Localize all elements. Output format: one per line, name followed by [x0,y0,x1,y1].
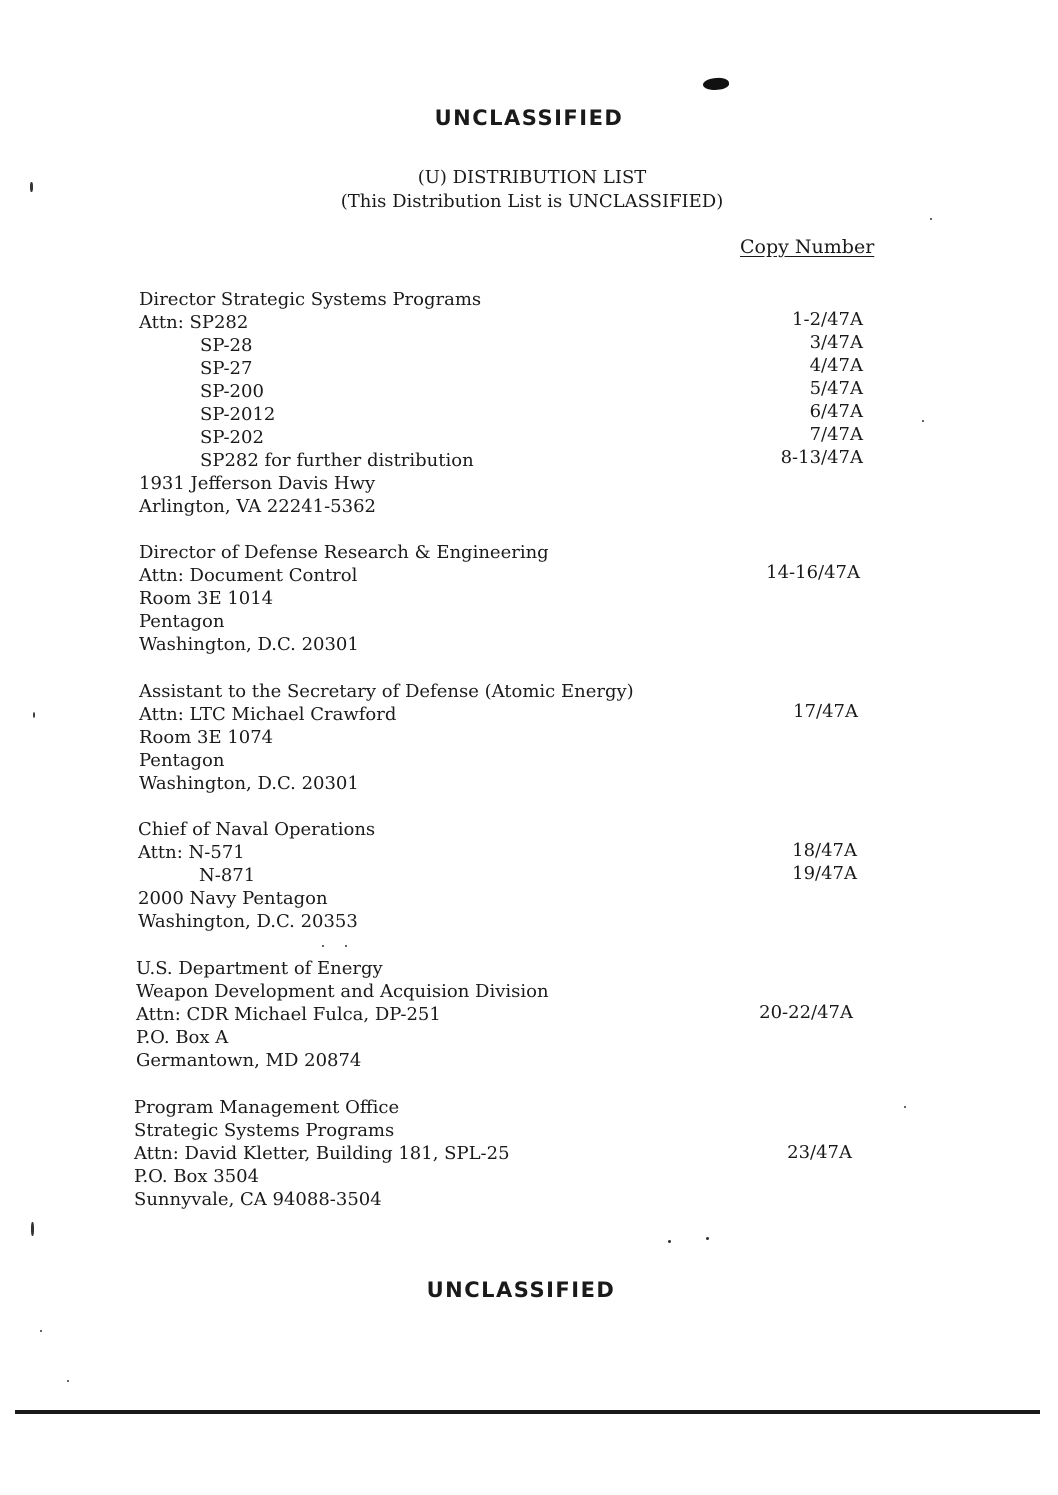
ink-blot [702,76,729,92]
entry-line: Washington, D.C. 20301 [139,634,359,655]
entry-line: N-871 [199,865,256,886]
copy-number: 18/47A [792,840,857,861]
entry-line: SP-27 [200,358,253,379]
copy-number: 7/47A [809,424,863,445]
entry-line: Washington, D.C. 20301 [139,773,359,794]
entry-line: SP-202 [200,427,264,448]
scan-speck [33,712,35,718]
copy-number: 8-13/47A [780,447,863,468]
entry-line: P.O. Box A [136,1027,229,1048]
entry-line: Attn: Document Control [139,565,358,586]
copy-number: 17/47A [793,701,858,722]
scan-speck [930,218,932,220]
entry-line: Attn: LTC Michael Crawford [139,704,397,725]
distribution-list-title: (U) DISTRIBUTION LIST [417,167,647,188]
entry-line: 1931 Jefferson Davis Hwy [139,473,376,494]
copy-number: 4/47A [809,355,863,376]
copy-number: 14-16/47A [766,562,860,583]
entry-line: 2000 Navy Pentagon [138,888,328,909]
entry-line: Pentagon [139,750,225,771]
entry-line: Room 3E 1074 [139,727,274,748]
entry-line: SP282 for further distribution [200,450,474,471]
classification-marking-top: UNCLASSIFIED [434,106,624,130]
entry-line: Attn: David Kletter, Building 181, SPL-25 [134,1143,510,1164]
entry-line: Washington, D.C. 20353 [138,911,358,932]
entry-line: Weapon Development and Acquision Division [136,981,549,1002]
entry-line: Director of Defense Research & Engineering [139,542,549,563]
copy-number: 20-22/47A [759,1002,853,1023]
scan-speck [40,1330,42,1332]
entry-line: Germantown, MD 20874 [136,1050,362,1071]
copy-number-header: Copy Number [740,236,875,258]
entry-line: Room 3E 1014 [139,588,274,609]
scan-speck [322,945,324,947]
entry-line: Pentagon [139,611,225,632]
copy-number: 19/47A [792,863,857,884]
entry-line: Arlington, VA 22241-5362 [139,496,376,517]
entry-line: Director Strategic Systems Programs [139,289,482,310]
entry-line: U.S. Department of Energy [136,958,383,979]
scan-speck [706,1237,709,1240]
copy-number: 23/47A [787,1142,852,1163]
copy-number: 1-2/47A [792,309,863,330]
entry-line: SP-2012 [200,404,276,425]
entry-line: Attn: CDR Michael Fulca, DP-251 [136,1004,441,1025]
scan-speck [30,182,33,192]
copy-number: 5/47A [809,378,863,399]
entry-line: Attn: SP282 [139,312,249,333]
entry-line: P.O. Box 3504 [134,1166,260,1187]
classification-marking-bottom: UNCLASSIFIED [426,1278,616,1302]
entry-line: Assistant to the Secretary of Defense (Atomic Energy) [139,681,634,702]
scan-speck [668,1240,671,1243]
scan-speck [904,1106,906,1108]
copy-number: 3/47A [809,332,863,353]
scan-speck [345,945,347,947]
entry-line: Chief of Naval Operations [138,819,376,840]
scan-speck [922,420,924,422]
entry-line: Attn: N-571 [138,842,245,863]
entry-line: SP-28 [200,335,253,356]
scan-speck [31,1222,34,1236]
distribution-list-subtitle: (This Distribution List is UNCLASSIFIED) [340,191,724,212]
entry-line: SP-200 [200,381,264,402]
page-bottom-rule [15,1410,1040,1414]
entry-line: Strategic Systems Programs [134,1120,395,1141]
entry-line: Sunnyvale, CA 94088-3504 [134,1189,382,1210]
scan-speck [67,1380,69,1382]
entry-line: Program Management Office [134,1097,400,1118]
copy-number: 6/47A [809,401,863,422]
